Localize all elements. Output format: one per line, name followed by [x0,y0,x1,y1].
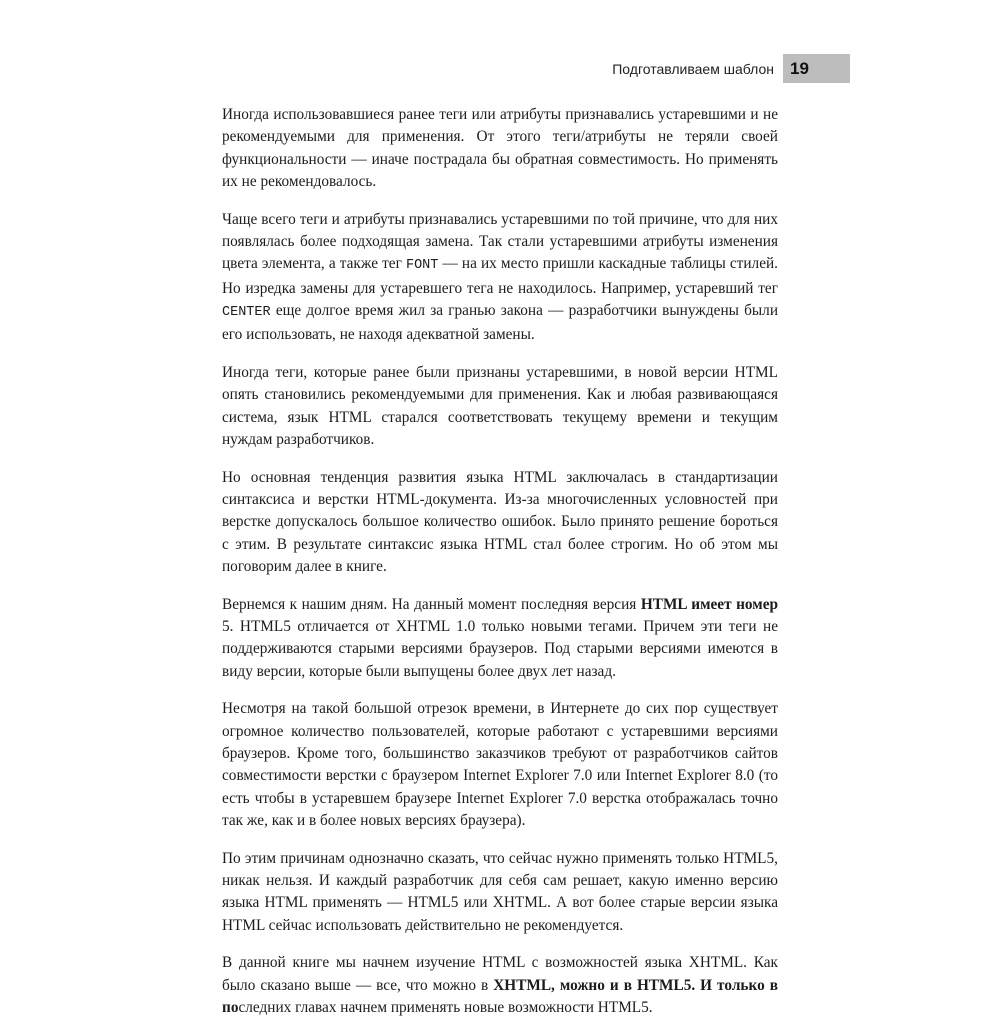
paragraph-text: Иногда теги, которые ранее были признаны устаревшими, в новой версии HTML опять становились рекомендуемыми для применения. Как и любая развивающаяся система, язык HTML старался соответствовать текущему времени и текущим нуждам разработчиков. [222,363,778,448]
paragraph-8 [222,952,778,1019]
paragraph-4 [222,467,778,578]
paragraph-text: Чаще всего теги и атрибуты признавались устаревшими по той причине, что для них появлялась более подходящая замена. Так стали устаревшими атрибуты изменения цвета элемента, а также тег [222,210,778,273]
paragraph-text: В данной книге мы начнем изучение HTML с возможностей языка XHTML. Как было сказано выше — все, что можно в [222,954,778,994]
paragraph-text: Иногда использовавшиеся ранее теги или атрибуты признавались устаревшими и не рекомендуемыми для применения. От этого теги/атрибуты не теряли своей функциональности — иначе пострадала бы обратная совместимость. Но применять их не рекомендовалось. [222,106,778,190]
paragraph-3 [222,362,778,451]
code-font-tag: FONT [405,258,439,274]
paragraph-text: 5. HTML5 отличается от XHTML 1.0 только новыми тегами. Причем эти теги не поддерживаются старыми версиями браузеров. Под старыми версиями имеются в виду версии, которые были выпущены более двух лет назад. [222,617,778,680]
paragraph-text: еще долгое время жил за гранью закона — разработчики вынуждены были его использовать, не находя адекватной замены. [222,301,778,344]
paragraph-text: Вернемся к нашим дням. На данный момент последняя версия [222,595,641,613]
code-center-tag: CENTER [222,304,271,320]
running-header [600,54,850,83]
paragraph-text: — на их место пришли каскадные таблицы стилей. Но изредка замены для устаревшего тега не находилось. Например, устаревший тег [222,255,778,297]
paragraph-1 [222,104,778,193]
paragraph-6 [222,698,778,832]
text-body [222,104,778,1035]
section-title: Подготавливаем шаблон [612,60,774,77]
bold-text: XHTML, можно и в HTML5. И только в по [222,976,779,1016]
page-number: 19 [783,54,850,83]
bold-text: HTML имеет номер [640,595,778,613]
paragraph-text: По этим причинам однозначно сказать, что сейчас нужно применять только HTML5, никак нельзя. И каждый разработчик для себя сам решает, какую именно версию языка HTML применять — HTML5 или XHTML. А вот более старые версии языка HTML сейчас использовать действительно не рекомендуется. [222,849,778,934]
paragraph-5 [222,594,778,683]
paragraph-7 [222,848,778,937]
paragraph-text: Но основная тенденция развития языка HTML заключалась в стандартизации синтаксиса и верстки HTML-документа. Из-за многочисленных условностей при верстке допускалось большое количество ошибок. Было принято решение бороться с этим. В результате синтаксис языка HTML стал более строгим. Но об этом мы поговорим далее в книге. [222,468,778,575]
paragraph-text: Несмотря на такой большой отрезок времени, в Интернете до сих пор существует огромное количество пользователей, которые работают с устаревшими версиями браузеров. Кроме того, большинство заказчиков требуют от разработчиков сайтов совместимости верстки с браузером Internet Explorer 7.0 или Internet Explorer 8.0 (то есть чтобы в устаревшем браузере Internet Explorer 7.0 верстка отображалась точно так же, как и в более новых версиях браузера). [222,700,778,829]
paragraph-text: следних главах начнем применять новые возможности HTML5. [238,998,653,1016]
paragraph-2 [222,209,778,347]
